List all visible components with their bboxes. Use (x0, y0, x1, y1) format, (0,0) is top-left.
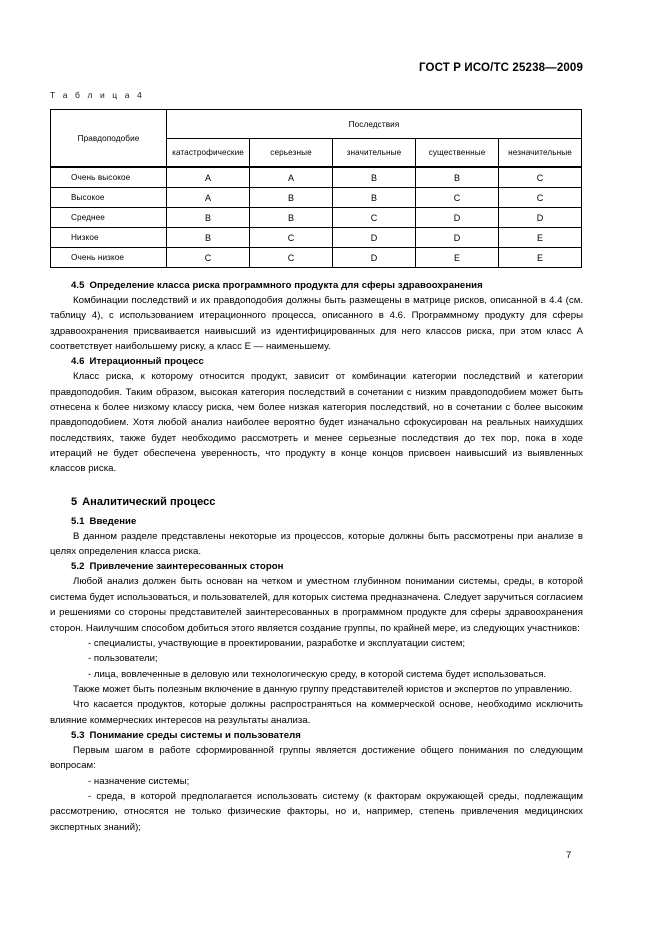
heading-5-2-title: Привлечение заинтересованных сторон (89, 561, 284, 573)
heading-5-3-title: Понимание среды системы и пользователя (89, 729, 301, 741)
cell-value: C (167, 248, 250, 268)
cell-value: C (333, 208, 416, 228)
cell-value: D (499, 208, 582, 228)
cell-value: D (333, 248, 416, 268)
list-item: - пользователи; (88, 653, 158, 665)
table-row (51, 208, 582, 228)
column-header-catastrophic: катастрофические (167, 139, 250, 168)
cell-value: E (499, 248, 582, 268)
heading-4-5 (50, 278, 583, 293)
cell-value: B (333, 167, 416, 188)
list-item: - специалисты, участвующие в проектировании, разработке и эксплуатации систем; (88, 637, 466, 649)
column-header-substantial: существенные (416, 139, 499, 168)
paragraph-4-6-1: Класс риска, к которому относится продукт, зависит от комбинации категории последствий и категории правдоподобия. Таким образом, высокая категория последствий в сочетании с низким правдоподобием может быть отнесена к более низкому классу риска, чем более низкая категория последствий, но в сочетании с более высоким правдоподобием. Хотя любой анализ наиболее вероятно будет изначально сфокусирован на реальных наихудших последствиях, также будет необходимо рассмотреть и менее серьезные последствия до тех пор, пока в ходе итераций не будет обеспечена уверенность, что продукту в конце концов присвоен наивысший из выявленных классов риска. (50, 371, 583, 475)
row-label-medium: Среднее (51, 208, 167, 228)
heading-5-number: 5 (71, 495, 78, 508)
page-header-standard-id: ГОСТ Р ИСО/ТС 25238—2009 (418, 62, 583, 74)
cell-value: D (416, 228, 499, 248)
heading-5-1 (50, 514, 583, 529)
list-item: - назначение системы; (88, 775, 190, 787)
row-label-very-high: Очень высокое (51, 167, 167, 188)
list-item: - среда, в которой предполагается использовать систему (к факторам окружающей среды, подлежащим рассмотрению, относятся не только физические факторы, но и, например, степень привлечения медицинских экспертных знаний); (50, 790, 583, 833)
table-head (51, 110, 582, 168)
section-spacer (50, 477, 583, 494)
paragraph-5-2-1: Любой анализ должен быть основан на четком и уместном глубинном понимании системы, среды, в которой система будет использоваться, и пользователей, для которых система предназначена. Следует заручиться согласием и решениями со стороны представителей заинтересованных в программном продукте для сферы здравоохранения сторон. Наилучшим способом добиться этого является создание группы, по крайней мере, из следующих участников: (50, 576, 583, 634)
table-header-row-1 (51, 110, 582, 139)
paragraph-4-5-1: Комбинации последствий и их правдоподобия должны быть размещены в матрице рисков, описанной в 4.4 (см. таблицу 4), с использованием итерационного процесса, описанного в 4.6. Программному продукту для сферы здравоохранения присваивается наивысший из идентифицированных для него классов риска, при этом класс A соответствует наибольшему риску, а класс E — наименьшему. (50, 295, 583, 353)
cell-value: B (333, 188, 416, 208)
column-header-consequences: Последствия (167, 110, 582, 139)
cell-value: A (167, 188, 250, 208)
heading-5-2-number: 5.2 (71, 561, 85, 573)
cell-value: C (250, 228, 333, 248)
cell-value: A (250, 167, 333, 188)
heading-4-5-title: Определение класса риска программного продукта для сферы здравоохранения (89, 280, 483, 291)
column-header-likelihood: Правдоподобие (51, 110, 167, 168)
cell-value: D (333, 228, 416, 248)
row-label-very-low: Очень низкое (51, 248, 167, 268)
body-content (50, 278, 583, 835)
cell-value: B (167, 208, 250, 228)
cell-value: B (250, 188, 333, 208)
cell-value: C (499, 188, 582, 208)
cell-value: B (250, 208, 333, 228)
heading-5-3 (50, 728, 583, 743)
cell-value: C (416, 188, 499, 208)
heading-5 (50, 494, 583, 510)
cell-value: B (416, 167, 499, 188)
column-header-significant: значительные (333, 139, 416, 168)
table-body (51, 167, 582, 268)
row-label-low: Низкое (51, 228, 167, 248)
heading-4-6-number: 4.6 (71, 356, 85, 368)
row-label-high: Высокое (51, 188, 167, 208)
heading-5-2 (50, 559, 583, 574)
heading-4-6 (50, 354, 583, 369)
cell-value: C (499, 167, 582, 188)
cell-value: E (499, 228, 582, 248)
heading-5-1-number: 5.1 (71, 515, 85, 527)
paragraph-5-1-1: В данном разделе представлены некоторые из процессов, которые должны быть рассмотрены при анализе в целях определения класса риска. (50, 530, 583, 558)
heading-4-5-number: 4.5 (71, 280, 85, 291)
table-caption: Т а б л и ц а 4 (50, 90, 145, 100)
list-item: - лица, вовлеченные в деловую или технологическую среду, в которой система будет использоваться. (88, 668, 547, 680)
heading-5-3-number: 5.3 (71, 729, 85, 741)
column-header-serious: серьезные (250, 139, 333, 168)
table-row (51, 228, 582, 248)
table-row (51, 167, 582, 188)
cell-value: A (167, 167, 250, 188)
table-row (51, 188, 582, 208)
page-number: 7 (566, 850, 572, 861)
cell-value: E (416, 248, 499, 268)
risk-matrix-table (50, 109, 582, 268)
paragraph-5-2-3: Что касается продуктов, которые должны распространяться на коммерческой основе, необходимо исключить влияние коммерческих интересов на результаты анализа. (50, 699, 583, 726)
paragraph-5-3-1: Первым шагом в работе сформированной группы является достижение общего понимания по следующим вопросам: (50, 744, 583, 772)
column-header-insignificant: незначительные (499, 139, 582, 168)
paragraph-5-2-2: Также может быть полезным включение в данную группу представителей юристов и экспертов по управлению. (73, 683, 573, 695)
heading-4-6-title: Итерационный процесс (89, 356, 204, 368)
heading-5-1-title: Введение (89, 515, 137, 527)
cell-value: D (416, 208, 499, 228)
cell-value: B (167, 228, 250, 248)
cell-value: C (250, 248, 333, 268)
heading-5-title: Аналитический процесс (82, 495, 216, 508)
table-row (51, 248, 582, 268)
